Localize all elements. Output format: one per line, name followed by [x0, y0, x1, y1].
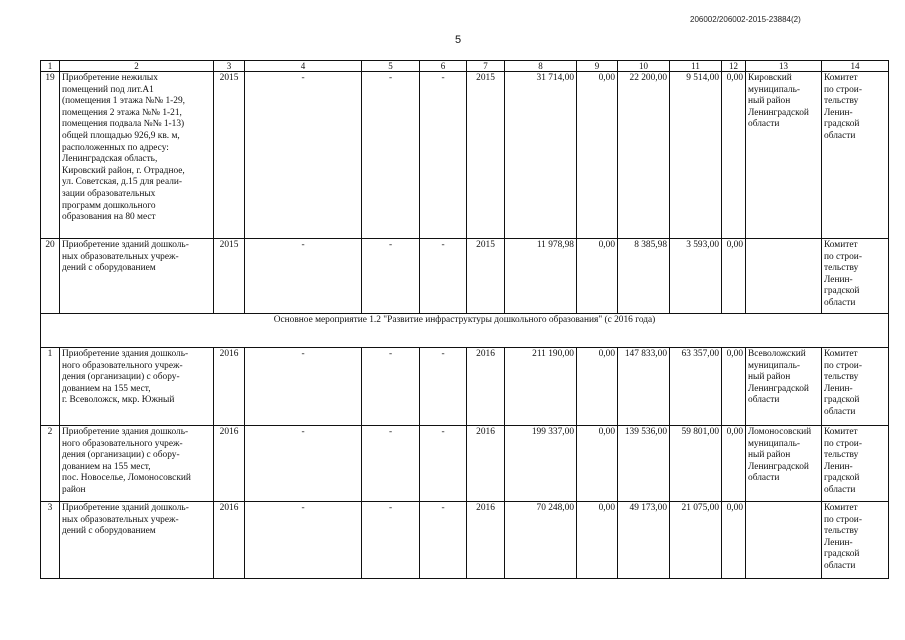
row-number: 20 [41, 239, 60, 314]
start-year: 2016 [214, 348, 245, 426]
cell-col5: - [362, 239, 420, 314]
total-amount: 11 978,98 [505, 239, 577, 314]
cell-col5: - [362, 502, 420, 579]
row-number: 2 [41, 426, 60, 502]
district-name [746, 239, 822, 314]
col-header: 11 [670, 61, 722, 72]
cell-col6: - [420, 502, 467, 579]
cell-col4: - [245, 239, 362, 314]
program-table [40, 60, 889, 579]
total-amount: 199 337,00 [505, 426, 577, 502]
cell-col6: - [420, 426, 467, 502]
federal-amount: 0,00 [577, 426, 618, 502]
total-amount: 70 248,00 [505, 502, 577, 579]
row-number: 3 [41, 502, 60, 579]
item-name: Приобретение зданий дошколь- ных образовательных учреж- дений с оборудованием [60, 239, 214, 314]
item-name: Приобретение нежилых помещений под лит.А1 (помещения 1 этажа №№ 1-29, помещения 2 этажа №№ 1-21, помещения подвала №№ 1-13) общей площадью 926,9 кв. м, расположенных по адресу: Ленинградская область, Кировский район, г. Отрадное, ул. Советская, д.15 для реали- зации образовательных программ дошкольного образования на 80 мест [60, 72, 214, 239]
table-row [41, 239, 889, 314]
cell-col6: - [420, 348, 467, 426]
district-name: Кировский муниципаль- ный район Ленинградской области [746, 72, 822, 239]
other-amount: 0,00 [722, 72, 746, 239]
total-amount: 31 714,00 [505, 72, 577, 239]
section-title: Основное мероприятие 1.2 "Развитие инфраструктуры дошкольного образования" (с 2016 года) [41, 314, 889, 348]
col-header: 8 [505, 61, 577, 72]
table-row [41, 502, 889, 579]
client-name: Комитет по строи- тельству Ленин- градской области [822, 426, 889, 502]
start-year: 2015 [214, 72, 245, 239]
row-number: 19 [41, 72, 60, 239]
cell-col4: - [245, 426, 362, 502]
document-id: 206002/206002-2015-23884(2) [690, 15, 801, 24]
page-number: 5 [455, 34, 462, 46]
col-header: 1 [41, 61, 60, 72]
col-header: 10 [618, 61, 670, 72]
regional-amount: 22 200,00 [618, 72, 670, 239]
local-amount: 21 075,00 [670, 502, 722, 579]
row-number: 1 [41, 348, 60, 426]
start-year: 2016 [214, 502, 245, 579]
regional-amount: 49 173,00 [618, 502, 670, 579]
col-header: 4 [245, 61, 362, 72]
cell-col4: - [245, 502, 362, 579]
district-name [746, 502, 822, 579]
other-amount: 0,00 [722, 348, 746, 426]
end-year: 2015 [467, 72, 505, 239]
col-header: 7 [467, 61, 505, 72]
col-header: 13 [746, 61, 822, 72]
regional-amount: 8 385,98 [618, 239, 670, 314]
client-name: Комитет по строи- тельству Ленин- градской области [822, 502, 889, 579]
end-year: 2016 [467, 426, 505, 502]
item-name: Приобретение здания дошколь- ного образовательного учреж- дения (организации) с обору- дованием на 155 мест, г. Всеволожск, мкр. Южный [60, 348, 214, 426]
cell-col4: - [245, 348, 362, 426]
end-year: 2016 [467, 348, 505, 426]
col-header: 6 [420, 61, 467, 72]
regional-amount: 139 536,00 [618, 426, 670, 502]
client-name: Комитет по строи- тельству Ленин- градской области [822, 72, 889, 239]
federal-amount: 0,00 [577, 348, 618, 426]
col-header: 9 [577, 61, 618, 72]
cell-col6: - [420, 72, 467, 239]
client-name: Комитет по строи- тельству Ленин- градской области [822, 239, 889, 314]
column-numbers-row [41, 61, 889, 72]
district-name: Ломоносовский муниципаль- ный район Ленинградской области [746, 426, 822, 502]
cell-col5: - [362, 72, 420, 239]
cell-col6: - [420, 239, 467, 314]
other-amount: 0,00 [722, 426, 746, 502]
col-header: 3 [214, 61, 245, 72]
local-amount: 59 801,00 [670, 426, 722, 502]
cell-col4: - [245, 72, 362, 239]
local-amount: 63 357,00 [670, 348, 722, 426]
col-header: 2 [60, 61, 214, 72]
col-header: 12 [722, 61, 746, 72]
table-row [41, 426, 889, 502]
end-year: 2015 [467, 239, 505, 314]
local-amount: 9 514,00 [670, 72, 722, 239]
item-name: Приобретение зданий дошколь- ных образовательных учреж- дений с оборудованием [60, 502, 214, 579]
item-name: Приобретение здания дошколь- ного образовательного учреж- дения (организации) с обору- дованием на 155 мест, пос. Новоселье, Ломоносовский район [60, 426, 214, 502]
cell-col5: - [362, 426, 420, 502]
end-year: 2016 [467, 502, 505, 579]
client-name: Комитет по строи- тельству Ленин- градской области [822, 348, 889, 426]
col-header: 14 [822, 61, 889, 72]
district-name: Всеволожский муниципаль- ный район Ленинградской области [746, 348, 822, 426]
cell-col5: - [362, 348, 420, 426]
start-year: 2016 [214, 426, 245, 502]
local-amount: 3 593,00 [670, 239, 722, 314]
table-row [41, 72, 889, 239]
other-amount: 0,00 [722, 239, 746, 314]
federal-amount: 0,00 [577, 239, 618, 314]
federal-amount: 0,00 [577, 72, 618, 239]
total-amount: 211 190,00 [505, 348, 577, 426]
start-year: 2015 [214, 239, 245, 314]
federal-amount: 0,00 [577, 502, 618, 579]
regional-amount: 147 833,00 [618, 348, 670, 426]
col-header: 5 [362, 61, 420, 72]
other-amount: 0,00 [722, 502, 746, 579]
section-row [41, 314, 889, 348]
table-row [41, 348, 889, 426]
